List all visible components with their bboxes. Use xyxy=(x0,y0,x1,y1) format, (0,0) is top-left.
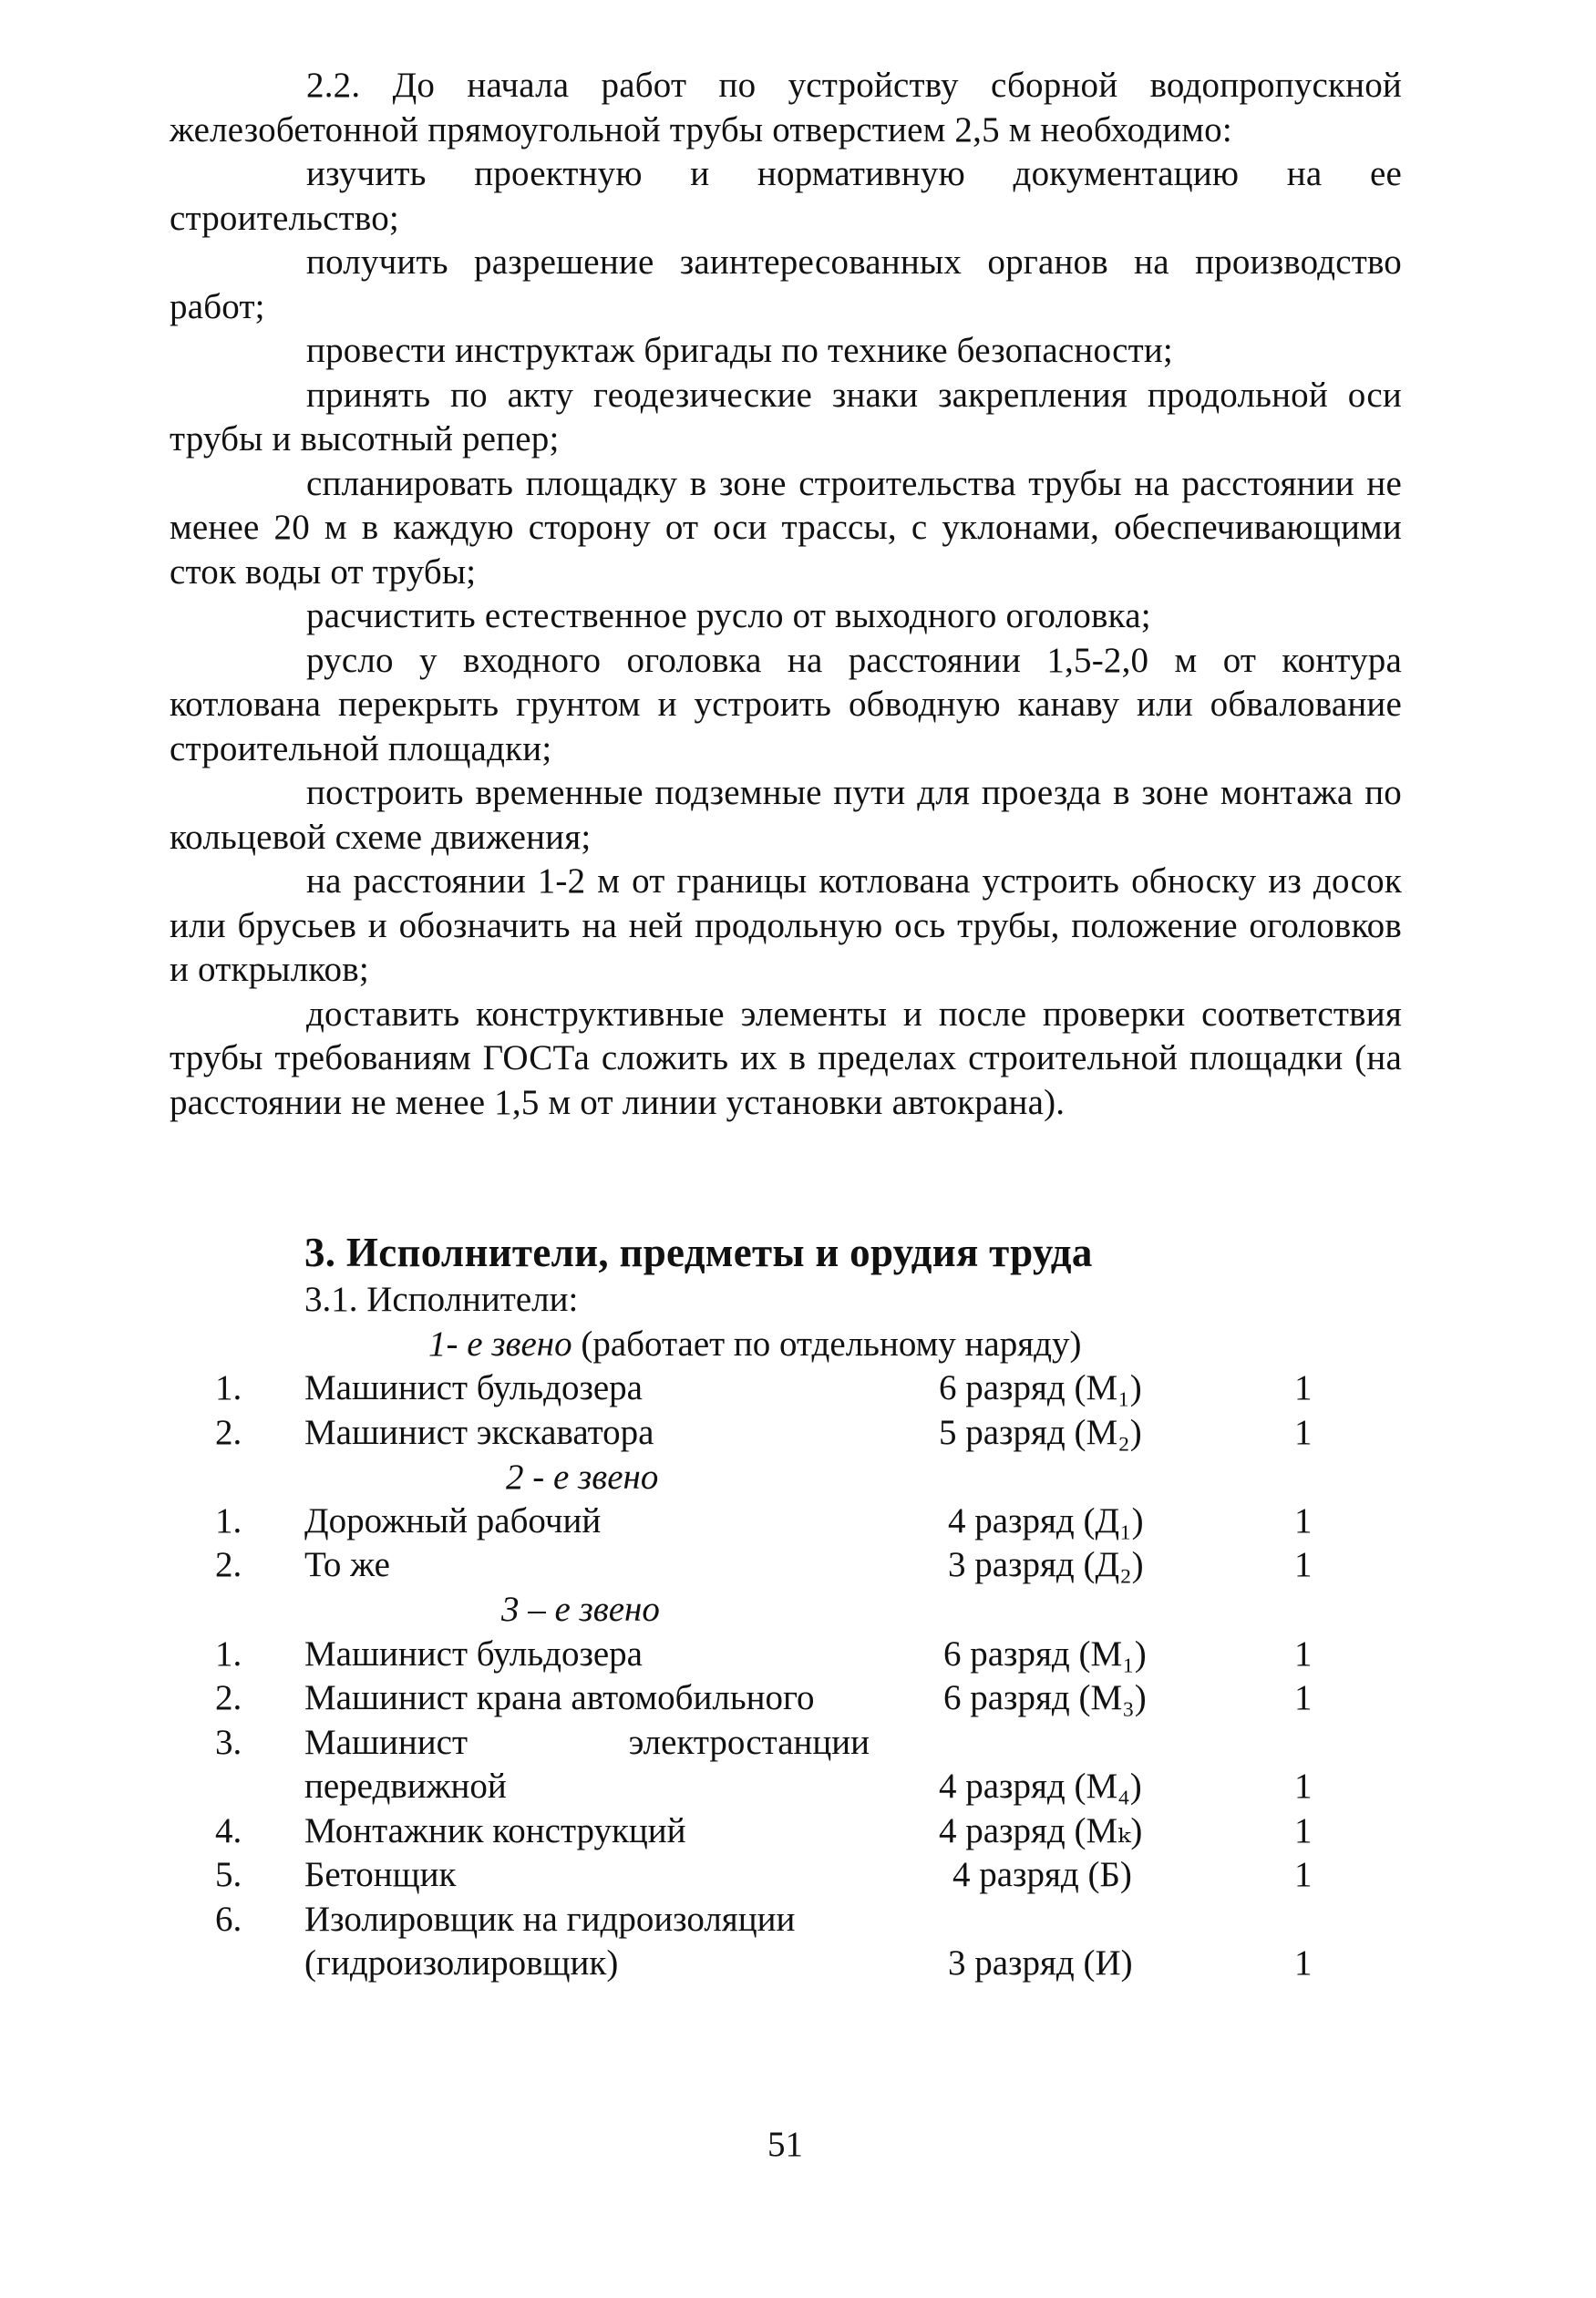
row-count: 1 xyxy=(1294,1943,1313,1983)
row-number: 2. xyxy=(215,1413,242,1452)
table-row xyxy=(0,1544,1596,1588)
row-position-line2: передвижной xyxy=(304,1767,507,1806)
row-number: 4. xyxy=(215,1811,242,1850)
row-position: То же xyxy=(304,1545,390,1584)
row-position-line1: Изолировщик на гидроизоляции xyxy=(304,1900,796,1939)
row-grade: 4 разряд (Мₖ) xyxy=(939,1811,1143,1850)
table-row xyxy=(0,1367,1596,1411)
row-grade: 6 разряд (М₁) xyxy=(943,1634,1147,1674)
row-position: Машинист бульдозера xyxy=(304,1368,643,1407)
row-grade: 3 разряд (Д₂) xyxy=(948,1545,1144,1584)
table-row xyxy=(0,1810,1596,1854)
table-row xyxy=(0,1633,1596,1677)
crew-2-heading xyxy=(506,1457,658,1498)
row-position: Монтажник конструкций xyxy=(304,1811,686,1850)
row-number: 6. xyxy=(215,1900,242,1939)
section-title: 3. Исполнители, предметы и орудия труда xyxy=(304,1230,1093,1275)
paragraph-item: на расстоянии 1-2 м от границы котлована устроить обноску из досок или брусьев и обозначить на ней продольную ось трубы, положение оголовков и открылков; xyxy=(170,861,1402,989)
paragraph-item: изучить проектную и нормативную документацию на ее строительство; xyxy=(170,154,1402,238)
row-grade: 6 разряд (М₃) xyxy=(943,1678,1147,1717)
paragraph-item: русло у входного оголовка на расстоянии 1,5-2,0 м от контура котлована перекрыть грунтом и устроить обводную канаву или обвалование строительной площадки; xyxy=(170,640,1402,768)
row-grade: 6 разряд (М₁) xyxy=(939,1368,1142,1407)
row-count: 1 xyxy=(1294,1413,1313,1452)
row-position-part: электростанции xyxy=(628,1723,870,1762)
paragraph-item: расчистить естественное русло от выходного оголовка; xyxy=(306,596,1151,635)
paragraph-item: доставить конструктивные элементы и после проверки соответствия трубы требованиям ГОСТа сложить их в пределах строительной площадки (на расстоянии не менее 1,5 м от линии установки автокрана). xyxy=(170,994,1402,1122)
row-grade: 4 разряд (Б) xyxy=(952,1855,1132,1894)
row-grade: 4 разряд (М₄) xyxy=(939,1767,1142,1806)
row-number: 1. xyxy=(215,1634,242,1674)
table-row xyxy=(0,1899,1596,1942)
page-number: 51 xyxy=(767,2125,803,2164)
row-count: 1 xyxy=(1294,1634,1313,1674)
row-position: Машинист крана автомобильного xyxy=(304,1678,815,1717)
paragraph-item: построить временные подземные пути для проезда в зоне монтажа по кольцевой схеме движения; xyxy=(170,773,1402,857)
row-number: 1. xyxy=(215,1501,242,1541)
row-number: 1. xyxy=(215,1368,242,1407)
crew-1-heading xyxy=(428,1324,1081,1365)
row-grade: 3 разряд (И) xyxy=(948,1943,1133,1983)
table-row xyxy=(0,1500,1596,1544)
row-count: 1 xyxy=(1294,1368,1313,1407)
row-number: 5. xyxy=(215,1855,242,1894)
subsection-heading: 3.1. Исполнители: xyxy=(304,1280,579,1319)
table-row xyxy=(0,1942,1596,1986)
row-count: 1 xyxy=(1294,1811,1313,1850)
row-position: Машинист бульдозера xyxy=(304,1634,643,1674)
row-count: 1 xyxy=(1294,1678,1313,1717)
table-row xyxy=(0,1766,1596,1809)
row-position: Бетонщик xyxy=(304,1855,457,1894)
row-count: 1 xyxy=(1294,1501,1313,1541)
body-text xyxy=(170,64,1402,1125)
crew-3-label: 3 – е звено xyxy=(501,1590,660,1629)
paragraph-item: принять по акту геодезические знаки закрепления продольной оси трубы и высотный репер; xyxy=(170,375,1402,459)
crew-1-note: (работает по отдельному наряду) xyxy=(581,1324,1082,1364)
row-number: 3. xyxy=(215,1723,242,1762)
table-row xyxy=(0,1677,1596,1721)
row-position-line2: (гидроизолировщик) xyxy=(304,1943,619,1983)
row-position: Дорожный рабочий xyxy=(304,1501,602,1541)
row-position: Машинист экскаватора xyxy=(304,1413,654,1452)
row-number: 2. xyxy=(215,1678,242,1717)
table-row xyxy=(0,1722,1596,1766)
row-count: 1 xyxy=(1294,1767,1313,1806)
crew-1-label: 1- е звено xyxy=(428,1324,572,1364)
row-grade: 4 разряд (Д₁) xyxy=(948,1501,1144,1541)
paragraph-intro: 2.2. До начала работ по устройству сборной водопропускной железобетонной прямоугольной трубы отверстием 2,5 м необходимо: xyxy=(170,66,1402,149)
row-count: 1 xyxy=(1294,1855,1313,1894)
paragraph-item: получить разрешение заинтересованных органов на производство работ; xyxy=(170,242,1402,326)
table-row xyxy=(0,1854,1596,1898)
table-row xyxy=(0,1412,1596,1456)
row-number: 2. xyxy=(215,1545,242,1584)
row-position-line1 xyxy=(304,1722,870,1763)
paragraph-item: провести инструктаж бригады по технике безопасности; xyxy=(306,331,1173,370)
row-grade: 5 разряд (М₂) xyxy=(939,1413,1142,1452)
paragraph-item: спланировать площадку в зоне строительства трубы на расстоянии не менее 20 м в каждую сторону от оси трассы, с уклонами, обеспечивающими сток воды от трубы; xyxy=(170,463,1402,592)
crew-2-label: 2 - е звено xyxy=(506,1458,659,1497)
row-position-part: Машинист xyxy=(304,1723,468,1762)
crew-3-heading xyxy=(501,1589,660,1630)
row-count: 1 xyxy=(1294,1545,1313,1584)
